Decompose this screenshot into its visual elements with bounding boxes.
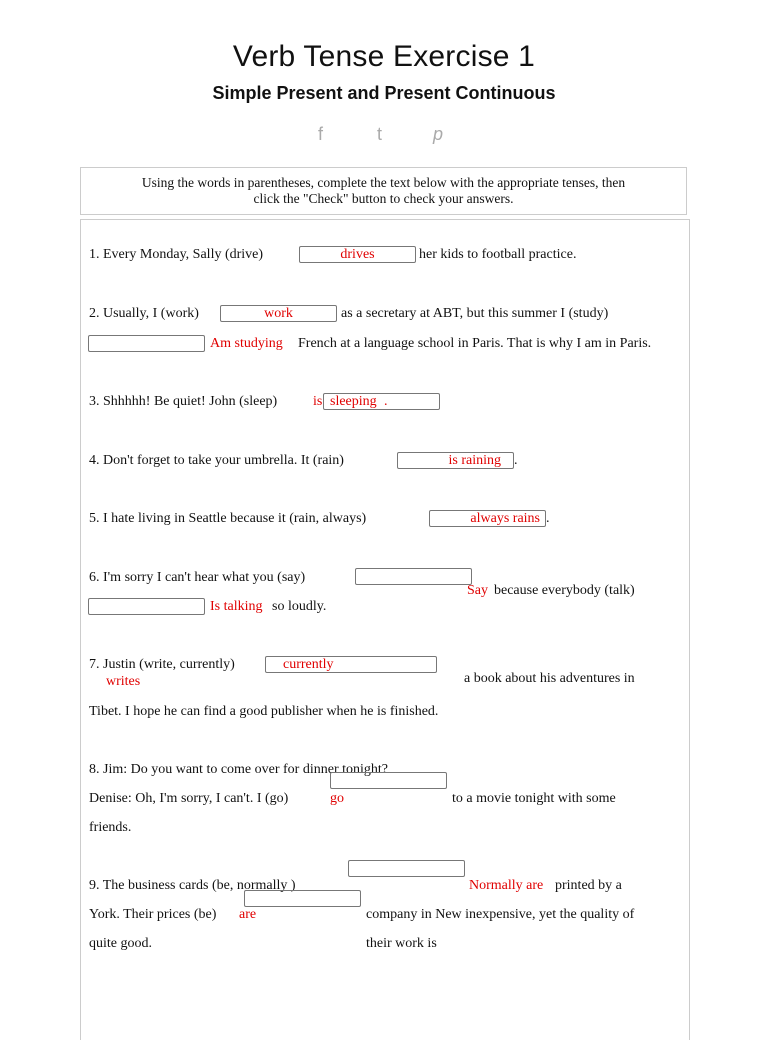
q9-text-line2b: company in New inexpensive, yet the quality of <box>366 907 635 922</box>
twitter-share-icon[interactable]: t <box>377 124 383 144</box>
q9-text-line3b: their work is <box>366 936 437 951</box>
q9-text-line2a: York. Their prices (be) <box>89 907 217 922</box>
q9-text-after: printed by a <box>555 878 622 893</box>
q1-answer-input[interactable] <box>299 246 416 263</box>
q2-answer2-input[interactable] <box>88 335 205 352</box>
q6-answer1-input[interactable] <box>355 568 472 585</box>
q8-text-line3: friends. <box>89 820 132 835</box>
q1-answer: drives <box>340 247 375 262</box>
q3-answer-prefix: is <box>313 394 323 409</box>
q7-answer-below: writes <box>106 674 141 689</box>
q7-text-line2: Tibet. I hope he can find a good publisher when he is finished. <box>89 704 439 719</box>
q6-answer2: Is talking <box>210 599 263 614</box>
q2-answer1-input[interactable] <box>220 305 337 322</box>
q6-answer2-input[interactable] <box>88 598 205 615</box>
q8-text-line1: 8. Jim: Do you want to come over for dinner tonight? <box>89 762 388 777</box>
q2-text-after: French at a language school in Paris. That is why I am in Paris. <box>298 336 652 351</box>
q9-text: 9. The business cards (be, normally ) <box>89 878 296 893</box>
instructions-box <box>80 167 687 215</box>
q1-text: 1. Every Monday, Sally (drive) <box>89 247 264 262</box>
q7-answer-input[interactable] <box>265 656 437 673</box>
q8-answer: go <box>330 791 344 806</box>
pinterest-share-icon[interactable]: p <box>433 124 444 144</box>
q5-answer: always rains <box>470 511 540 526</box>
q9-answer1: Normally are <box>469 878 544 893</box>
q3-answer-input[interactable] <box>323 393 440 410</box>
q7-text-mid: a book about his adventures in <box>464 671 635 686</box>
q2-text: 2. Usually, I (work) <box>89 306 199 321</box>
page-subtitle: Simple Present and Present Continuous <box>212 83 556 103</box>
q5-answer-input[interactable] <box>429 510 546 527</box>
q2-text-mid: as a secretary at ABT, but this summer I (study) <box>341 306 609 321</box>
instructions-line-2: click the "Check" button to check your answers. <box>253 191 514 206</box>
q4-answer: is raining <box>448 453 501 468</box>
q9-answer2: are <box>239 907 257 922</box>
q4-text: 4. Don't forget to take your umbrella. It (rain) <box>89 453 344 468</box>
instructions-line-1: Using the words in parentheses, complete the text below with the appropriate tenses, then <box>141 175 626 190</box>
q8-text: Denise: Oh, I'm sorry, I can't. I (go) <box>89 791 289 806</box>
q8-answer-input[interactable] <box>330 772 447 789</box>
q6-text: 6. I'm sorry I can't hear what you (say) <box>89 570 306 585</box>
q7-answer-box: currently <box>283 657 334 672</box>
q8-text-after: to a movie tonight with some <box>452 791 616 806</box>
q9-answer1-input[interactable] <box>348 860 465 877</box>
q9-text-line3a: quite good. <box>89 936 152 951</box>
q6-text-mid: because everybody (talk) <box>494 583 635 598</box>
page-title: Verb Tense Exercise 1 <box>232 40 536 73</box>
q4-answer-input[interactable] <box>397 452 514 469</box>
q3-text: 3. Shhhhh! Be quiet! John (sleep) <box>89 394 278 409</box>
q2-answer2: Am studying <box>210 336 283 351</box>
facebook-share-icon[interactable]: f <box>318 124 324 144</box>
q4-period: . <box>514 453 518 468</box>
q9-answer2-input[interactable] <box>244 890 361 907</box>
q3-answer: sleeping <box>330 394 377 409</box>
q7-text: 7. Justin (write, currently) <box>89 657 235 672</box>
q3-period: . <box>384 394 388 409</box>
q6-answer1: Say <box>467 583 488 598</box>
q5-text: 5. I hate living in Seattle because it (rain, always) <box>89 511 367 526</box>
q1-text-after: her kids to football practice. <box>419 247 577 262</box>
q2-answer1: work <box>264 306 293 321</box>
q6-text-after: so loudly. <box>272 599 327 614</box>
q5-period: . <box>546 511 550 526</box>
